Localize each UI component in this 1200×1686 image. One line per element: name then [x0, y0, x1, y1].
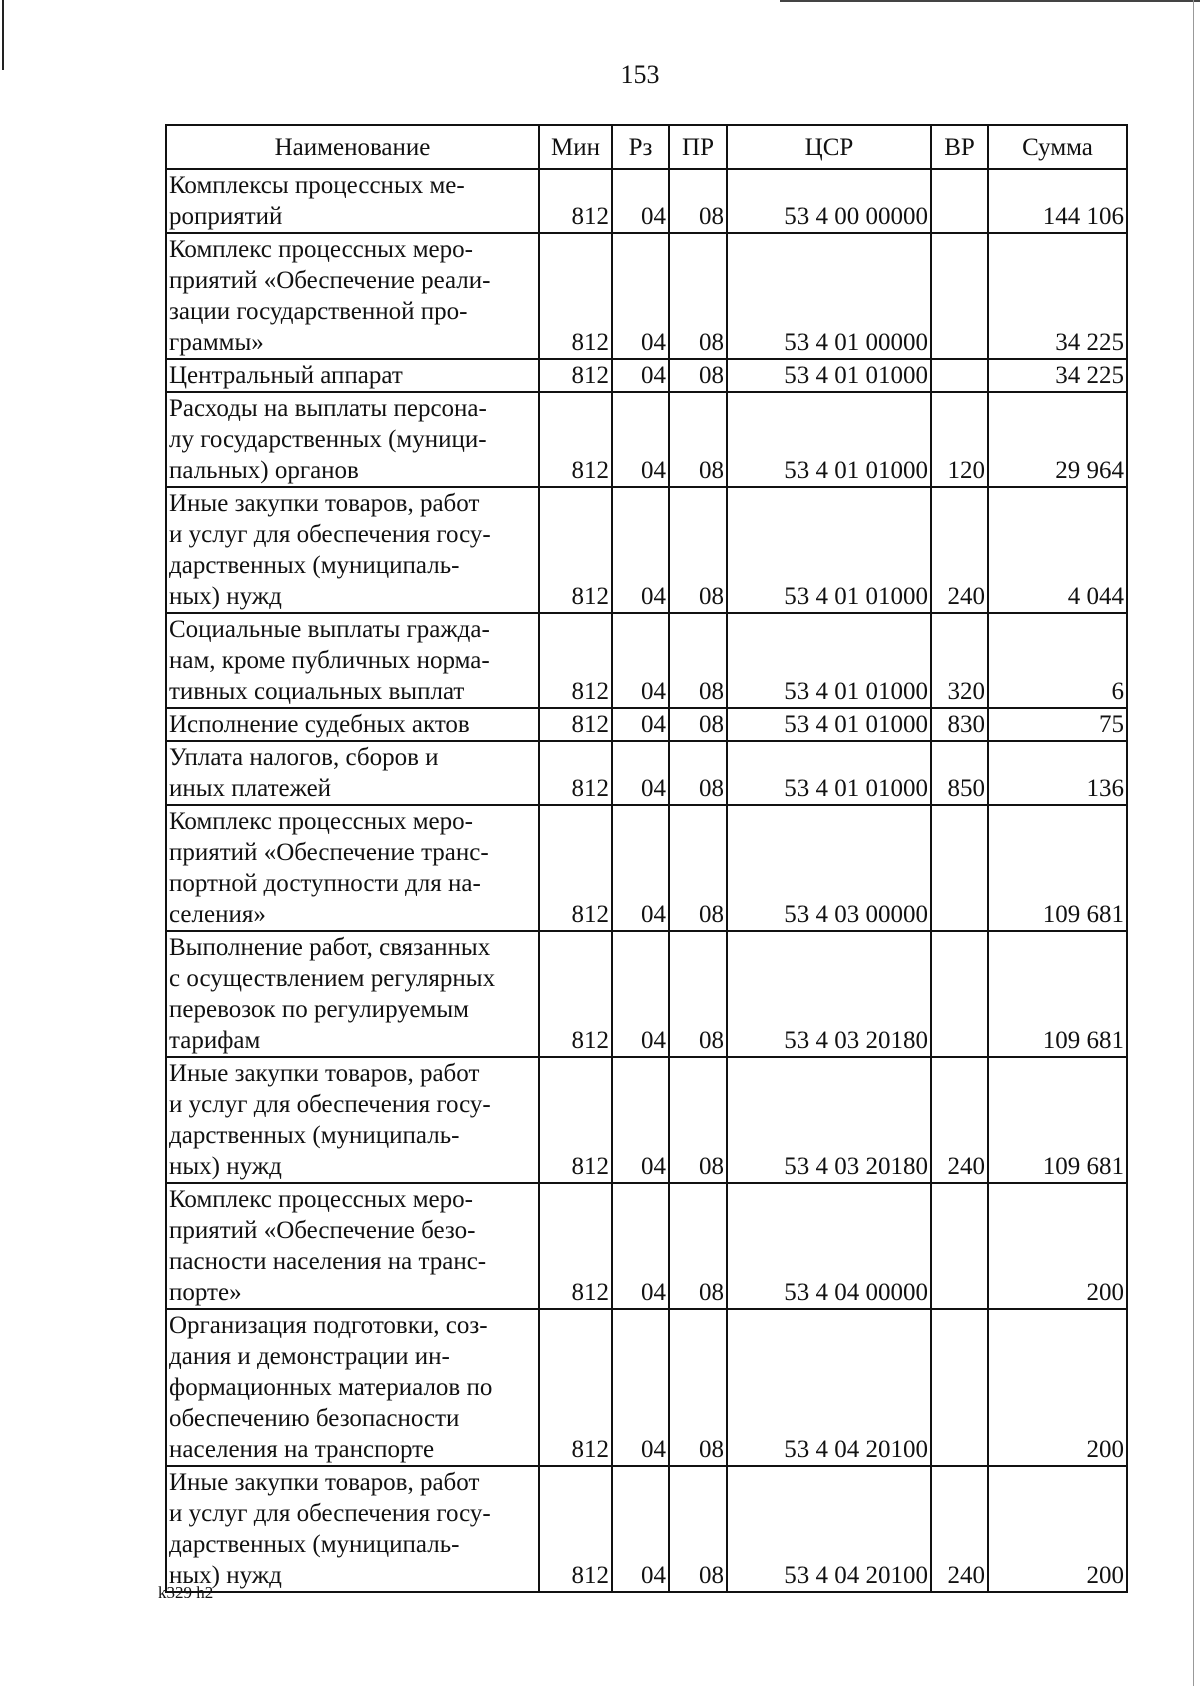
cell-name-line: дарственных (муниципаль-: [169, 552, 460, 579]
table-row: [166, 169, 1127, 233]
cell-name-line: Расходы на выплаты персона-: [169, 395, 487, 422]
cell-name-line: порте»: [169, 1279, 242, 1306]
cell-csr: 53 4 03 20180: [727, 931, 931, 1057]
cell-sum: 200: [988, 1466, 1127, 1592]
cell-name-line: Комплекс процессных меро-: [169, 1186, 473, 1213]
cell-sum: 144 106: [988, 169, 1127, 233]
cell-name-line: перевозок по регулируемым: [169, 996, 469, 1023]
cell-rz: 04: [612, 931, 669, 1057]
cell-vr: [931, 805, 988, 931]
cell-min: 812: [539, 931, 612, 1057]
cell-name: [166, 1466, 539, 1592]
cell-min: 812: [539, 1183, 612, 1309]
cell-csr: 53 4 01 01000: [727, 392, 931, 487]
cell-vr: [931, 233, 988, 359]
cell-name-line: Выполнение работ, связанных: [169, 934, 491, 961]
cell-name-line: тарифам: [169, 1027, 261, 1054]
cell-name: [166, 613, 539, 708]
header-csr: ЦСР: [727, 125, 931, 169]
page-number: 153: [620, 60, 660, 89]
cell-rz: 04: [612, 1309, 669, 1466]
table-row: [166, 359, 1127, 392]
cell-rz: 04: [612, 613, 669, 708]
cell-rz: 04: [612, 392, 669, 487]
cell-min: 812: [539, 487, 612, 613]
cell-vr: [931, 1309, 988, 1466]
cell-name-line: ных) нужд: [169, 1153, 282, 1180]
table-row: [166, 233, 1127, 359]
table-row: [166, 931, 1127, 1057]
footer-code: k329 h2: [158, 1583, 214, 1602]
cell-name-line: ных) нужд: [169, 1562, 282, 1589]
cell-name-line: нам, кроме публичных норма-: [169, 647, 490, 674]
cell-min: 812: [539, 169, 612, 233]
cell-pr: 08: [669, 392, 727, 487]
cell-name-line: Иные закупки товаров, работ: [169, 490, 480, 517]
scan-edge-left: [2, 0, 4, 70]
table-row: [166, 487, 1127, 613]
table-row: [166, 1466, 1127, 1592]
cell-name-line: тивных социальных выплат: [169, 678, 465, 705]
cell-name-line: портной доступности для на-: [169, 870, 481, 897]
cell-min: 812: [539, 741, 612, 805]
cell-pr: 08: [669, 805, 727, 931]
cell-vr: 850: [931, 741, 988, 805]
cell-name: [166, 1309, 539, 1466]
cell-rz: 04: [612, 1057, 669, 1183]
cell-name-line: роприятий: [169, 203, 283, 230]
header-min: Мин: [539, 125, 612, 169]
scan-edge-right: [1193, 0, 1194, 1686]
cell-csr: 53 4 04 00000: [727, 1183, 931, 1309]
table-row: [166, 1057, 1127, 1183]
cell-name-line: пальных) органов: [169, 457, 359, 484]
cell-name-line: Центральный аппарат: [169, 362, 403, 389]
header-rz: Рз: [612, 125, 669, 169]
cell-name-line: Комплекс процессных меро-: [169, 808, 473, 835]
cell-name-line: и услуг для обеспечения госу-: [169, 521, 491, 548]
cell-rz: 04: [612, 169, 669, 233]
cell-name: [166, 1057, 539, 1183]
cell-name: [166, 931, 539, 1057]
cell-name: [166, 392, 539, 487]
scan-edge-top: [780, 0, 1200, 2]
cell-pr: 08: [669, 1309, 727, 1466]
cell-name: [166, 805, 539, 931]
cell-name-line: Исполнение судебных актов: [169, 711, 470, 738]
cell-sum: 34 225: [988, 233, 1127, 359]
cell-vr: 240: [931, 487, 988, 613]
cell-min: 812: [539, 1057, 612, 1183]
cell-name: [166, 741, 539, 805]
cell-rz: 04: [612, 487, 669, 613]
cell-name-line: дарственных (муниципаль-: [169, 1122, 460, 1149]
table-row: [166, 613, 1127, 708]
cell-rz: 04: [612, 233, 669, 359]
cell-rz: 04: [612, 359, 669, 392]
cell-name-line: селения»: [169, 901, 266, 928]
cell-name-line: дания и демонстрации ин-: [169, 1343, 450, 1370]
cell-csr: 53 4 01 01000: [727, 741, 931, 805]
cell-name: [166, 708, 539, 741]
cell-min: 812: [539, 613, 612, 708]
cell-name-line: Комплекс процессных меро-: [169, 236, 473, 263]
cell-rz: 04: [612, 1183, 669, 1309]
cell-name-line: Комплексы процессных ме-: [169, 172, 465, 199]
cell-pr: 08: [669, 233, 727, 359]
cell-name-line: Организация подготовки, соз-: [169, 1312, 488, 1339]
cell-pr: 08: [669, 1466, 727, 1592]
cell-pr: 08: [669, 931, 727, 1057]
cell-csr: 53 4 01 00000: [727, 233, 931, 359]
cell-min: 812: [539, 708, 612, 741]
cell-sum: 4 044: [988, 487, 1127, 613]
table-row: [166, 805, 1127, 931]
cell-csr: 53 4 03 00000: [727, 805, 931, 931]
cell-name-line: иных платежей: [169, 775, 332, 802]
cell-name-line: граммы»: [169, 329, 264, 356]
cell-sum: 109 681: [988, 1057, 1127, 1183]
cell-name-line: приятий «Обеспечение транс-: [169, 839, 489, 866]
cell-name-line: ных) нужд: [169, 583, 282, 610]
cell-name-line: приятий «Обеспечение реали-: [169, 267, 491, 294]
cell-name: [166, 233, 539, 359]
cell-name-line: зации государственной про-: [169, 298, 468, 325]
cell-sum: 109 681: [988, 805, 1127, 931]
cell-sum: 109 681: [988, 931, 1127, 1057]
header-vr: ВР: [931, 125, 988, 169]
cell-csr: 53 4 01 01000: [727, 359, 931, 392]
cell-vr: [931, 931, 988, 1057]
table-row: [166, 708, 1127, 741]
cell-pr: 08: [669, 359, 727, 392]
cell-pr: 08: [669, 708, 727, 741]
cell-csr: 53 4 01 01000: [727, 487, 931, 613]
cell-sum: 6: [988, 613, 1127, 708]
cell-name-line: Иные закупки товаров, работ: [169, 1060, 480, 1087]
header-name: Наименование: [166, 125, 539, 169]
cell-vr: 240: [931, 1466, 988, 1592]
cell-name-line: пасности населения на транс-: [169, 1248, 487, 1275]
table-row: [166, 741, 1127, 805]
cell-name-line: дарственных (муниципаль-: [169, 1531, 460, 1558]
table-row: [166, 1183, 1127, 1309]
cell-sum: 200: [988, 1183, 1127, 1309]
table-row: [166, 1309, 1127, 1466]
cell-vr: [931, 1183, 988, 1309]
cell-pr: 08: [669, 613, 727, 708]
cell-min: 812: [539, 1309, 612, 1466]
cell-sum: 34 225: [988, 359, 1127, 392]
cell-sum: 200: [988, 1309, 1127, 1466]
cell-name-line: Уплата налогов, сборов и: [169, 744, 439, 771]
cell-vr: 240: [931, 1057, 988, 1183]
cell-name-line: и услуг для обеспечения госу-: [169, 1500, 491, 1527]
cell-min: 812: [539, 805, 612, 931]
cell-sum: 29 964: [988, 392, 1127, 487]
cell-name-line: Социальные выплаты гражда-: [169, 616, 490, 643]
cell-vr: 120: [931, 392, 988, 487]
cell-name-line: приятий «Обеспечение безо-: [169, 1217, 476, 1244]
cell-min: 812: [539, 359, 612, 392]
cell-vr: [931, 359, 988, 392]
cell-vr: 830: [931, 708, 988, 741]
cell-min: 812: [539, 233, 612, 359]
cell-vr: 320: [931, 613, 988, 708]
cell-pr: 08: [669, 1183, 727, 1309]
cell-rz: 04: [612, 805, 669, 931]
cell-rz: 04: [612, 1466, 669, 1592]
cell-name: [166, 487, 539, 613]
cell-sum: 75: [988, 708, 1127, 741]
cell-name-line: лу государственных (муници-: [169, 426, 487, 453]
cell-csr: 53 4 01 01000: [727, 613, 931, 708]
cell-min: 812: [539, 392, 612, 487]
cell-rz: 04: [612, 741, 669, 805]
header-pr: ПР: [669, 125, 727, 169]
cell-csr: 53 4 00 00000: [727, 169, 931, 233]
cell-csr: 53 4 03 20180: [727, 1057, 931, 1183]
budget-table: [165, 124, 1128, 1593]
cell-name: [166, 169, 539, 233]
cell-name-line: обеспечению безопасности: [169, 1405, 460, 1432]
table-body: [166, 169, 1127, 1592]
table-row: [166, 392, 1127, 487]
cell-csr: 53 4 04 20100: [727, 1309, 931, 1466]
cell-pr: 08: [669, 169, 727, 233]
cell-name-line: Иные закупки товаров, работ: [169, 1469, 480, 1496]
header-sum: Сумма: [988, 125, 1127, 169]
cell-name: [166, 359, 539, 392]
cell-name-line: формационных материалов по: [169, 1374, 493, 1401]
cell-name-line: и услуг для обеспечения госу-: [169, 1091, 491, 1118]
cell-vr: [931, 169, 988, 233]
cell-sum: 136: [988, 741, 1127, 805]
cell-name-line: населения на транспорте: [169, 1436, 435, 1463]
cell-pr: 08: [669, 741, 727, 805]
cell-rz: 04: [612, 708, 669, 741]
cell-pr: 08: [669, 487, 727, 613]
cell-csr: 53 4 04 20100: [727, 1466, 931, 1592]
cell-name: [166, 1183, 539, 1309]
table-header-row: [166, 125, 1127, 169]
cell-min: 812: [539, 1466, 612, 1592]
cell-name-line: с осуществлением регулярных: [169, 965, 496, 992]
cell-pr: 08: [669, 1057, 727, 1183]
cell-csr: 53 4 01 01000: [727, 708, 931, 741]
